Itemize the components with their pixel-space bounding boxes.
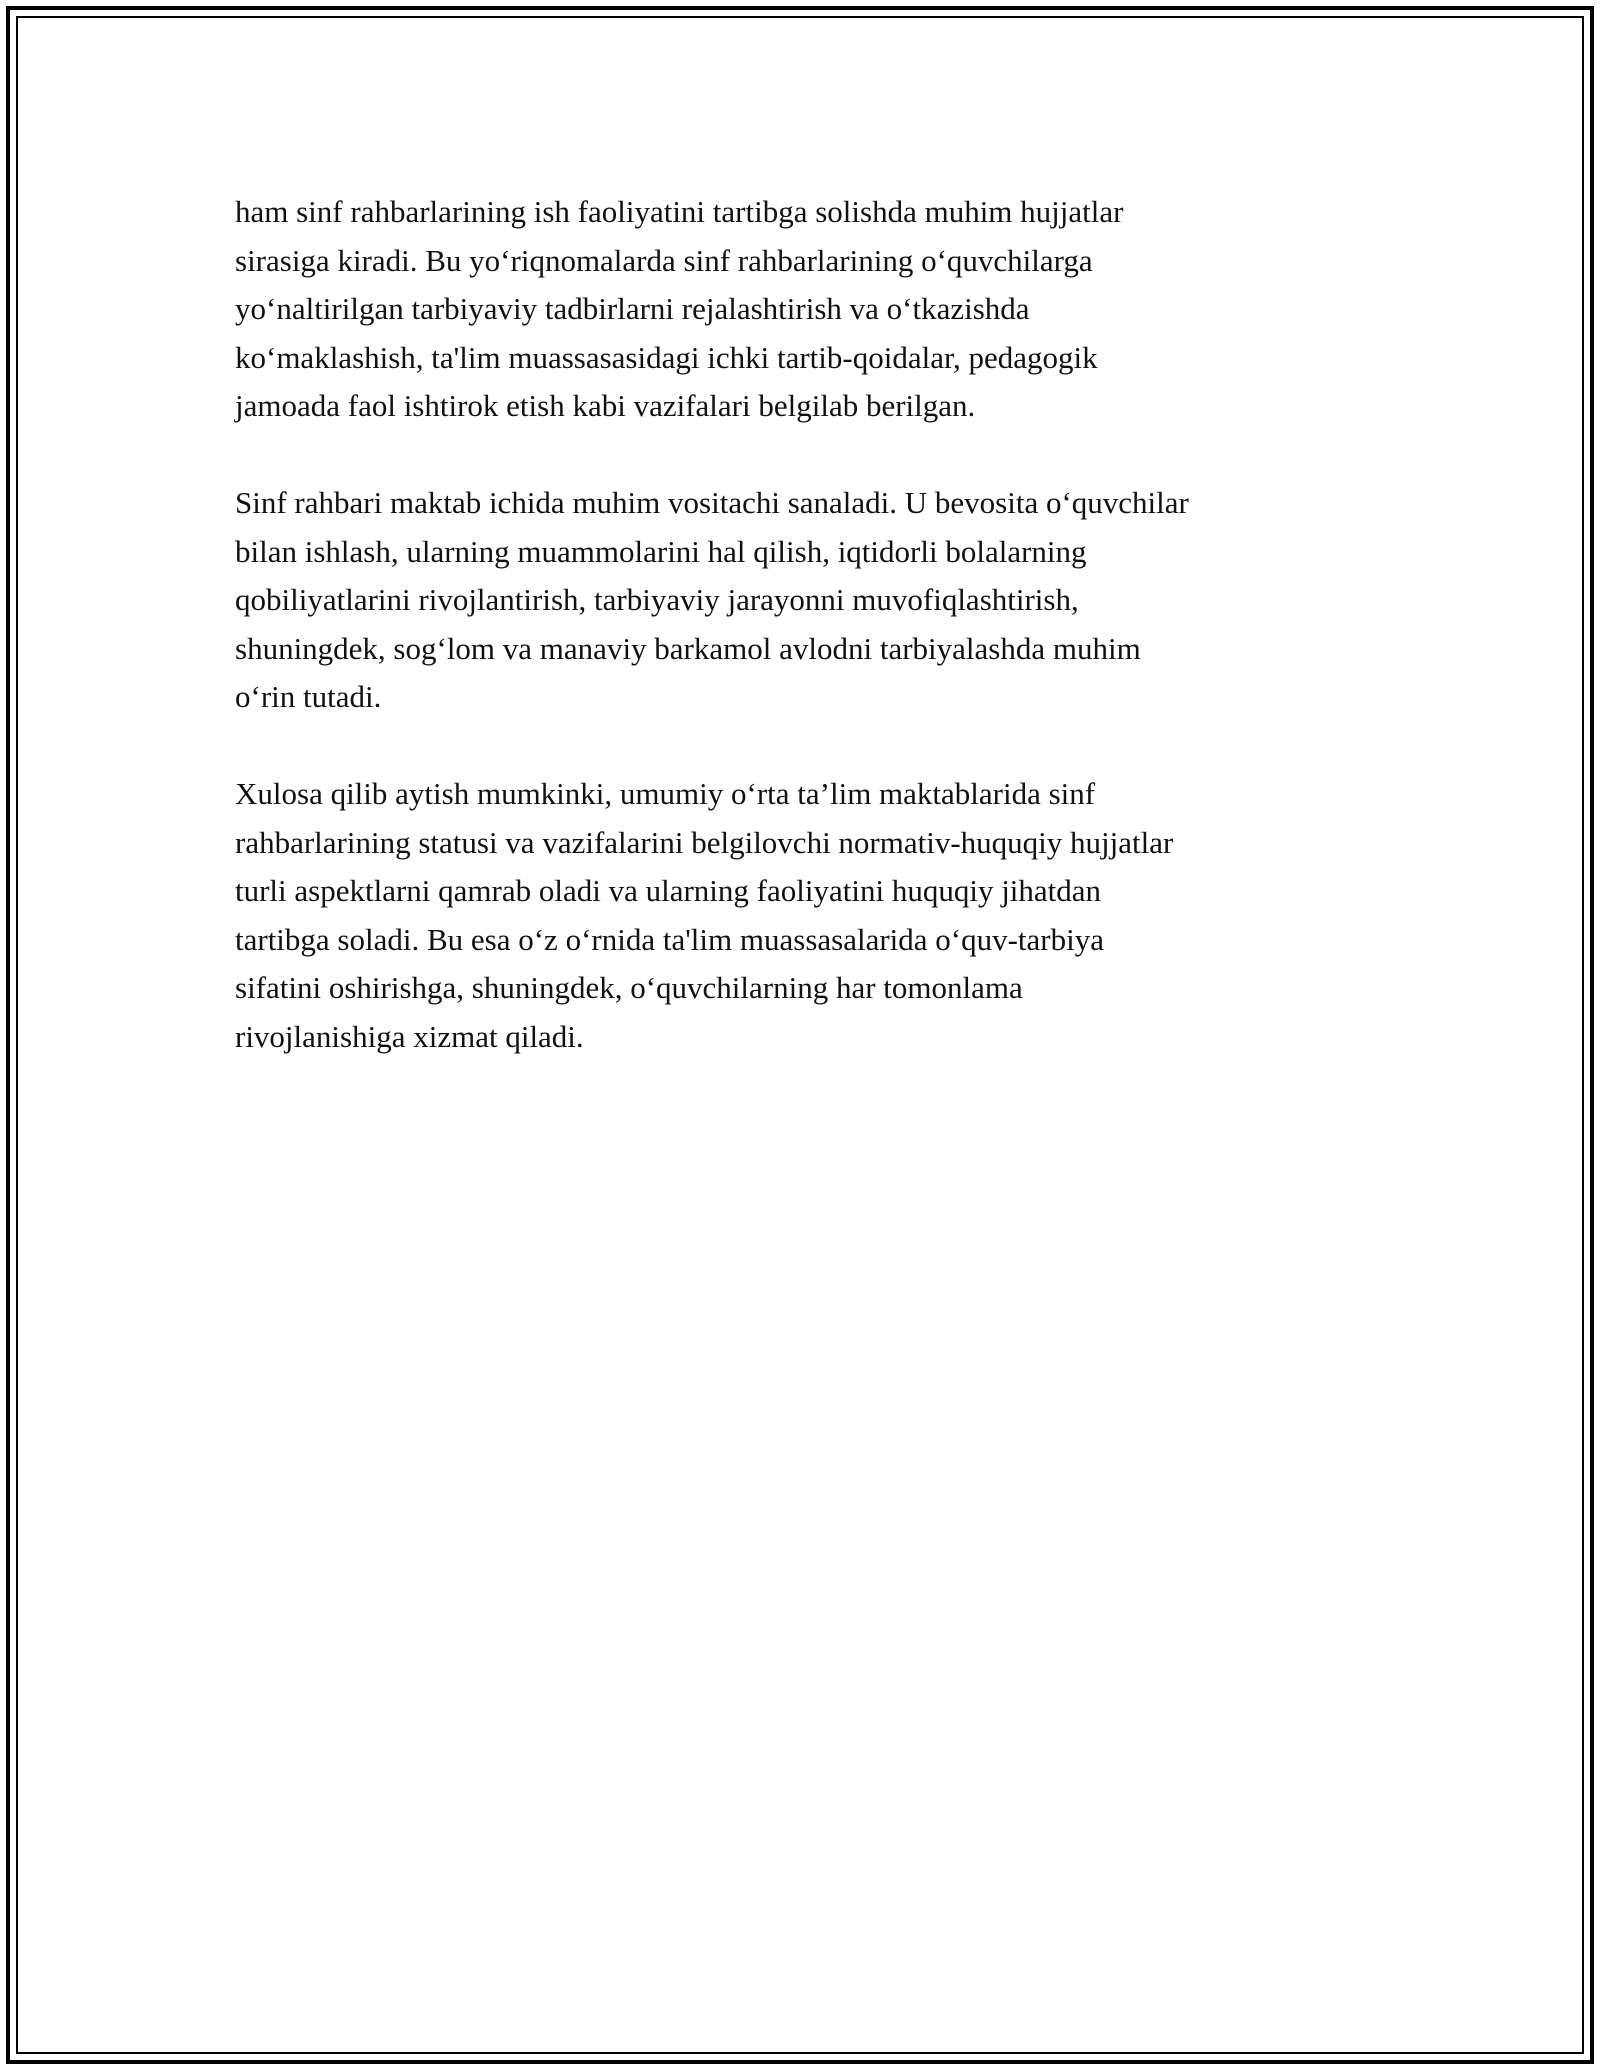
- paragraph-1: ham sinf rahbarlarining ish faoliyatini tartibga solishda muhim hujjatlar sirasiga kiradi. Bu yo‘riqnomalarda sinf rahbarlarining o‘quvchilarga yo‘naltirilgan tarbiyaviy tadbirlarni rejalashtirish va o‘tkazishda ko‘maklashish, ta'lim muassasasidagi ichki tartib-qoidalar, pedagogik jamoada faol ishtirok etish kabi vazifalari belgilab berilgan.: [235, 194, 1124, 423]
- paragraph-2: Sinf rahbari maktab ichida muhim vositachi sanaladi. U bevosita o‘quvchilar bilan ishlash, ularning muammolarini hal qilish, iqtidorli bolalarning qobiliyatlarini rivojlantirish, tarbiyaviy jarayonni muvofiqlashtirish, shuningdek, sog‘lom va manaviy barkamol avlodni tarbiyalashda muhim o‘rin tutadi.: [235, 485, 1189, 714]
- document-body: [235, 188, 1375, 1110]
- paragraph-3: Xulosa qilib aytish mumkinki, umumiy o‘rta ta’lim maktablarida sinf rahbarlarining statusi va vazifalarini belgilovchi normativ-huquqiy hujjatlar turli aspektlarni qamrab oladi va ularning faoliyatini huquqiy jihatdan tartibga soladi. Bu esa o‘z o‘rnida ta'lim muassasalarida o‘quv-tarbiya sifatini oshirishga, shuningdek, o‘quvchilarning har tomonlama rivojlanishiga xizmat qiladi.: [235, 776, 1174, 1054]
